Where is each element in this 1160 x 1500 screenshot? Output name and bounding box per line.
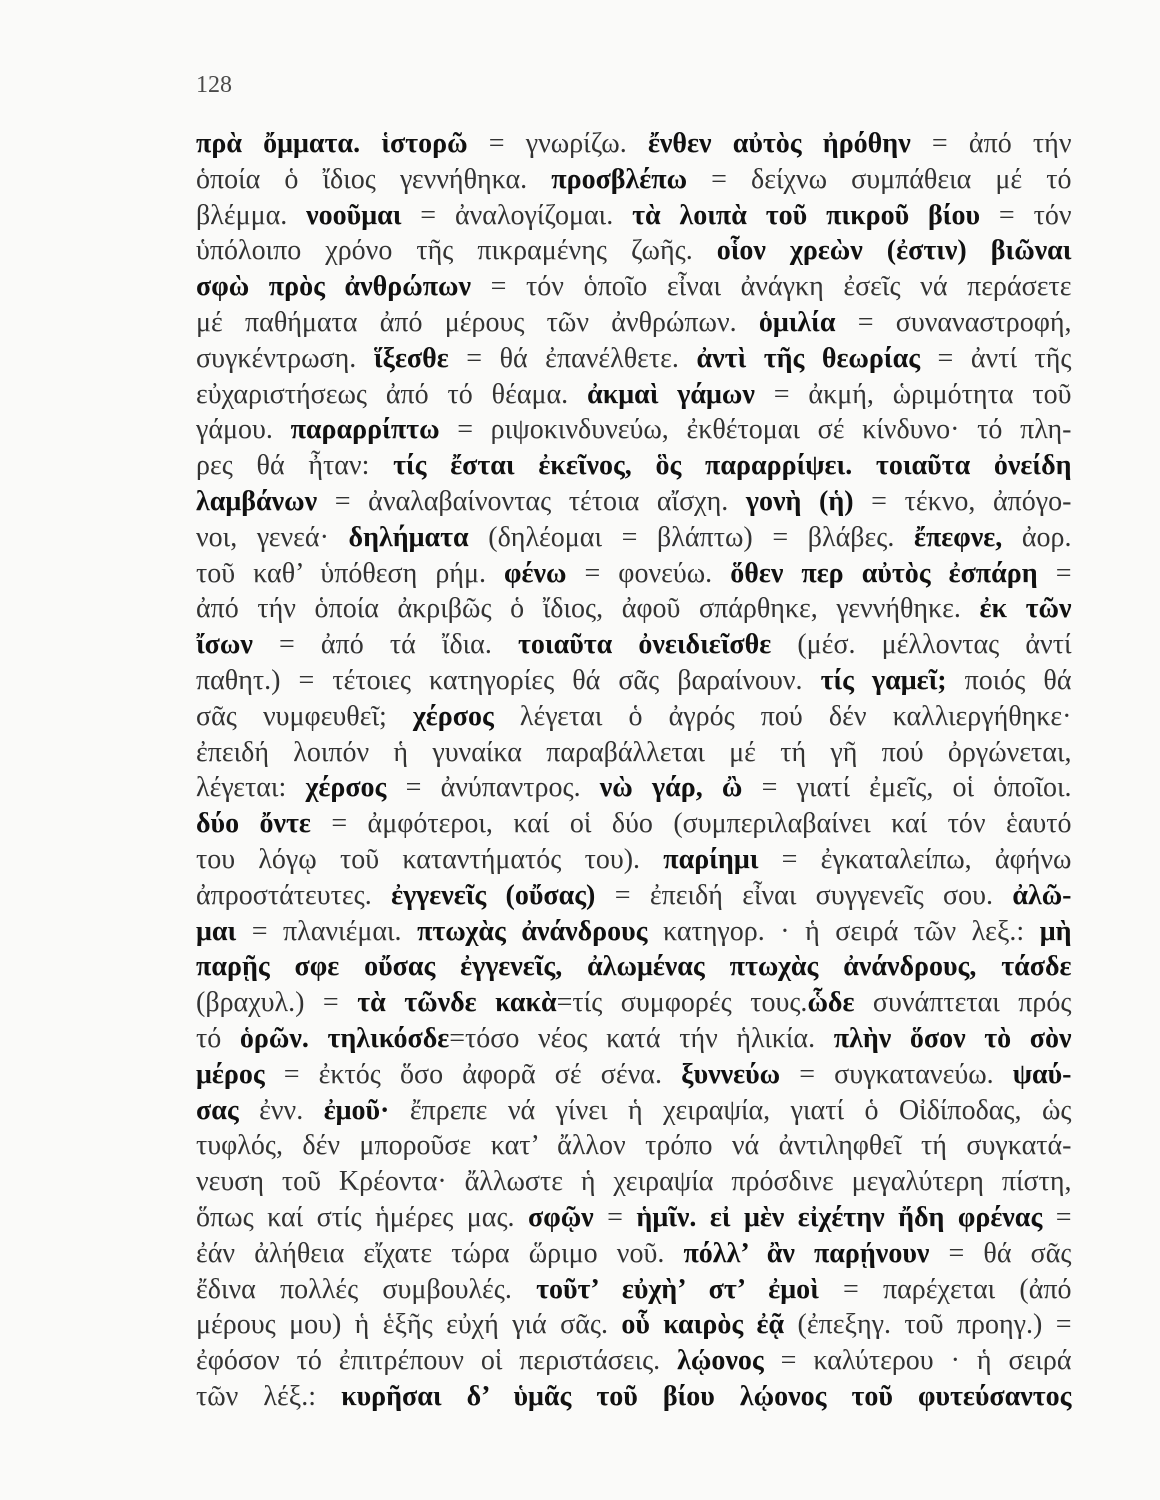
text-line <box>196 1093 1072 1129</box>
text-line-content <box>196 1128 1072 1164</box>
text-line <box>196 842 1072 878</box>
gloss-text: = ἀναλαβαίνοντας τέτοια αἴσχη. <box>317 485 746 517</box>
text-line-content <box>196 556 1072 592</box>
gloss-text: παθητ.) = τέτοιες κατηγορίες θά σᾶς βαραίνουν. <box>196 664 821 696</box>
text-line <box>196 198 1072 234</box>
text-line-content <box>196 1164 1072 1200</box>
text-line-content <box>196 1379 1072 1415</box>
gloss-text: = ἀπό τά ἴδια. <box>252 629 518 661</box>
text-line-content <box>196 377 1072 413</box>
text-line <box>196 162 1072 198</box>
gloss-text: ἔπρεπε νά γίνει ἡ χειραψία, γιατί ὁ Οἰδίποδας, ὡς <box>389 1094 1072 1126</box>
gloss-text: (δηλέομαι = βλάπτω) = βλάβες. <box>468 521 914 553</box>
gloss-text: τῶν λέξ.: <box>196 1380 342 1412</box>
gloss-text: μέρους μου) ἡ ἑξῆς εὐχή γιά σᾶς. <box>196 1309 622 1341</box>
gloss-text: (βραχυλ.) = <box>196 987 358 1019</box>
text-line-content <box>196 985 1071 1021</box>
headword: ὁμιλία <box>758 306 836 338</box>
text-line-content <box>196 1236 1072 1272</box>
text-line <box>196 806 1072 842</box>
gloss-text: = τόν <box>980 199 1072 231</box>
headword: τὰ λοιπὰ τοῦ πικροῦ βίου <box>632 199 981 231</box>
text-line <box>196 1057 1072 1093</box>
gloss-text: =τόσο νέος κατά τήν ἡλικία. <box>449 1022 834 1054</box>
text-line <box>196 1272 1072 1308</box>
headword: ἡμῖν. εἰ μὲν εἰχέτην ἤδη φρένας <box>636 1201 1043 1233</box>
commentary-text <box>196 126 1072 1415</box>
headword: ἐγγενεῖς (οὔσας) <box>391 879 596 911</box>
headword: ξυννεύω <box>681 1058 781 1090</box>
gloss-text: ἐπειδή λοιπόν ἡ γυναίκα παραβάλλεται μέ τή γῆ πού ὀργώνεται, <box>196 736 1072 768</box>
gloss-text: κατηγορ. · ἡ σειρά τῶν λεξ.: <box>647 915 1040 947</box>
text-line <box>196 663 1072 699</box>
headword: τίς ἔσται ἐκεῖνος, ὃς παραρρίψει. τοιαῦτα ὀνείδη <box>393 450 1072 482</box>
headword: μέρος <box>196 1058 265 1090</box>
headword: ἐμοῦ· <box>323 1094 390 1126</box>
text-line-content <box>196 735 1072 771</box>
gloss-text: = συναναστροφή, <box>835 306 1072 338</box>
headword: ἵξεσθε <box>373 342 449 374</box>
text-line <box>196 377 1072 413</box>
gloss-text: ἐφόσον τό ἐπιτρέπουν οἱ περιστάσεις. <box>196 1345 678 1377</box>
text-line-content <box>196 269 1072 305</box>
headword: σας <box>196 1094 239 1126</box>
text-line-content <box>196 770 1072 806</box>
gloss-text: (ἐπεξηγ. τοῦ προηγ.) = <box>784 1309 1072 1341</box>
headword: οὗ καιρὸς ἐᾷ <box>621 1309 785 1341</box>
text-line-content <box>196 1343 1072 1379</box>
page-number: 128 <box>196 72 232 98</box>
gloss-text: = θά σᾶς <box>929 1237 1072 1269</box>
gloss-text: ὁποία ὁ ἴδιος γεννήθηκα. <box>196 163 552 195</box>
headword: ὅθεν περ αὐτὸς ἐσπάρη <box>730 557 1038 589</box>
gloss-text: = ἐπειδή εἶναι συγγενεῖς σου. <box>595 879 1013 911</box>
text-line <box>196 556 1072 592</box>
text-line <box>196 985 1072 1021</box>
headword: παρῇς σφε οὔσας ἐγγενεῖς, ἀλωμένας πτωχὰς ἀνάνδρους, τάσδε <box>196 951 1072 983</box>
text-line <box>196 1307 1072 1343</box>
headword: ὁρῶν. τηλικόσδε <box>239 1022 450 1054</box>
gloss-text: μέ παθήματα ἀπό μέρους τῶν ἀνθρώπων. <box>196 306 759 338</box>
gloss-text: = <box>593 1201 637 1233</box>
text-line <box>196 1128 1072 1164</box>
text-line-content <box>196 126 1071 162</box>
gloss-text: τό <box>196 1022 240 1054</box>
headword: λῴονος <box>677 1345 764 1377</box>
gloss-text: = ἀπό τήν <box>910 128 1072 159</box>
headword: κυρῆσαι δ’ ὑμᾶς τοῦ βίου λῴονος τοῦ φυτεύσαντος <box>341 1380 1072 1412</box>
headword: πόλλ’ ἂν παρῄνουν <box>683 1237 930 1269</box>
gloss-text: = ἀναλογίζομαι. <box>401 199 633 231</box>
text-line <box>196 591 1072 627</box>
text-line <box>196 484 1072 520</box>
gloss-text: λέγεται: <box>196 772 306 804</box>
headword: μαι <box>196 915 237 947</box>
text-line <box>196 914 1072 950</box>
gloss-text: = ριψοκινδυνεύω, ἐκθέτομαι σέ κίνδυνο· τό πλη- <box>439 414 1072 446</box>
headword: σφὼ πρὸς ἀνθρώπων <box>196 271 472 303</box>
headword: πτωχὰς ἀνάνδρους <box>417 915 648 947</box>
headword: πρὰ ὄμματα. ἱστορῶ <box>196 128 468 159</box>
gloss-text: ἀορ. <box>1002 521 1072 553</box>
text-line-content <box>196 1021 1072 1057</box>
gloss-text: = δείχνω συμπάθεια μέ τό <box>687 163 1072 195</box>
text-line-content <box>196 412 1072 448</box>
gloss-text: = γνωρίζω. <box>467 128 648 159</box>
gloss-text: = γιατί ἐμεῖς, οἱ ὁποῖοι. <box>742 772 1072 804</box>
gloss-text: =τίς συμφορές τους. <box>556 987 808 1019</box>
text-line-content <box>196 949 1072 985</box>
text-line <box>196 520 1072 556</box>
headword: χέρσος <box>305 772 387 804</box>
text-line-content <box>196 162 1072 198</box>
headword: μὴ <box>1039 915 1072 947</box>
headword: ἔπεφνε, <box>913 521 1003 553</box>
gloss-text: (μέσ. μέλλοντας ἀντί <box>771 629 1072 661</box>
headword: λαμβάνων <box>196 485 318 517</box>
text-line-content <box>196 484 1072 520</box>
headword: δηλήματα <box>348 521 469 553</box>
text-line-content <box>196 878 1072 914</box>
headword: προσβλέπω <box>551 163 688 195</box>
text-line <box>196 1236 1072 1272</box>
text-line-content <box>196 520 1071 556</box>
gloss-text: νοι, γενεά· <box>196 521 349 553</box>
headword: οἷον χρεὼν (ἐστιν) βιῶναι <box>716 235 1072 267</box>
gloss-text: συνάπτεται πρός <box>854 987 1072 1019</box>
gloss-text: ρες θά ἦταν: <box>196 450 394 482</box>
text-line <box>196 1379 1072 1415</box>
text-line-content <box>196 341 1072 377</box>
gloss-text: σᾶς νυμφευθεῖ; <box>196 700 413 732</box>
headword: πλὴν ὅσον τὸ σὸν <box>833 1022 1072 1054</box>
gloss-text: ὑπόλοιπο χρόνο τῆς πικραμένης ζωῆς. <box>196 235 717 267</box>
gloss-text: εὐχαριστήσεως ἀπό τό θέαμα. <box>196 378 588 410</box>
gloss-text: = παρέχεται (ἀπό <box>818 1273 1072 1305</box>
text-line <box>196 627 1072 663</box>
gloss-text: ἀπροστάτευτες. <box>196 879 392 911</box>
headword: ἐκ τῶν <box>979 593 1072 625</box>
gloss-text: = ἀνύπαντρος. <box>386 772 600 804</box>
text-line-content <box>196 1307 1072 1343</box>
headword: ψαύ- <box>1012 1058 1072 1090</box>
gloss-text: συγκέντρωση. <box>196 342 374 374</box>
gloss-text: ἐάν ἀλήθεια εἴχατε τώρα ὥριμο νοῦ. <box>196 1237 684 1269</box>
text-line <box>196 233 1072 269</box>
text-line <box>196 699 1072 735</box>
text-line-content <box>196 1200 1072 1236</box>
text-line <box>196 770 1072 806</box>
text-line-content <box>196 627 1072 663</box>
gloss-text: = τέκνο, ἀπόγο- <box>853 485 1072 517</box>
gloss-text: = ἀκμή, ὡριμότητα τοῦ <box>754 378 1072 410</box>
text-line-content <box>196 1057 1072 1093</box>
text-line <box>196 1200 1072 1236</box>
gloss-text: = θά ἐπανέλθετε. <box>448 342 697 374</box>
gloss-text: γάμου. <box>196 414 291 446</box>
headword: τοιαῦτα ὀνειδιεῖσθε <box>517 629 772 661</box>
text-line <box>196 126 1072 162</box>
gloss-text: ἔδινα πολλές συμβουλές. <box>196 1273 537 1305</box>
headword: δύο ὄντε <box>196 808 311 840</box>
gloss-text: λέγεται ὁ ἀγρός πού δέν καλλιεργήθηκε· <box>493 700 1072 732</box>
gloss-text: = καλύτερου · ἡ σειρά <box>763 1345 1072 1377</box>
gloss-text: = συγκατανεύω. <box>780 1058 1013 1090</box>
headword: παραρρίπτω <box>290 414 440 446</box>
headword: ἀλῶ- <box>1012 879 1072 911</box>
text-line <box>196 735 1072 771</box>
gloss-text: = πλανιέμαι. <box>236 915 418 947</box>
gloss-text: τυφλός, δέν μποροῦσε κατ’ ἄλλον τρόπο νά ἀντιληφθεῖ τή συγκατά- <box>196 1130 1072 1162</box>
headword: ἴσων <box>196 629 253 661</box>
headword: σφῷν <box>528 1201 594 1233</box>
gloss-text: = φονεύω. <box>566 557 731 589</box>
text-line-content <box>196 806 1072 842</box>
headword: ἀκμαὶ γάμων <box>587 378 755 410</box>
text-line <box>196 1021 1072 1057</box>
gloss-text: ὅπως καί στίς ἡμέρες μας. <box>196 1201 529 1233</box>
headword: φένω <box>504 557 567 589</box>
text-line-content <box>196 198 1072 234</box>
headword: ἔνθεν αὐτὸς ἠρόθην <box>647 128 911 159</box>
text-line-content <box>196 663 1072 699</box>
text-line-content <box>196 305 1072 341</box>
headword: ἀντὶ τῆς θεωρίας <box>696 342 921 374</box>
text-line <box>196 448 1072 484</box>
text-line <box>196 1164 1072 1200</box>
text-line-content <box>196 591 1072 627</box>
headword: ὧδε <box>807 987 855 1019</box>
text-line-content <box>196 1093 1072 1129</box>
gloss-text: = <box>1042 1201 1072 1233</box>
gloss-text: = ἐκτός ὅσο ἀφορᾶ σέ σένα. <box>264 1058 682 1090</box>
headword: χέρσος <box>412 700 494 732</box>
text-line <box>196 1343 1072 1379</box>
headword: παρίημι <box>663 843 759 875</box>
gloss-text: ποιός θά <box>946 664 1072 696</box>
text-line <box>196 269 1072 305</box>
gloss-text: = ἀμφότεροι, καί οἱ δύο (συμπεριλαβαίνει καί τόν ἑαυτό <box>310 808 1072 840</box>
gloss-text: του λόγῳ τοῦ καταντήματός του). <box>196 843 664 875</box>
gloss-text: ἐνν. <box>238 1094 324 1126</box>
text-line <box>196 412 1072 448</box>
gloss-text: = <box>1037 557 1072 589</box>
text-line <box>196 341 1072 377</box>
text-line-content <box>196 448 1072 484</box>
headword: γονὴ (ἡ) <box>745 485 854 517</box>
text-line-content <box>196 233 1071 269</box>
headword: νοοῦμαι <box>306 199 402 231</box>
gloss-text: βλέμμα. <box>196 199 307 231</box>
gloss-text: τοῦ καθ’ ὑπόθεση ρήμ. <box>196 557 505 589</box>
text-line <box>196 878 1072 914</box>
headword: τὰ τῶνδε κακὰ <box>357 987 557 1019</box>
text-line <box>196 949 1072 985</box>
gloss-text: νευση τοῦ Κρέοντα· ἄλλωστε ἡ χειραψία πρόσδινε μεγαλύτερη πίστη, <box>196 1166 1072 1198</box>
text-line-content <box>196 699 1072 735</box>
text-line-content <box>196 1272 1072 1308</box>
headword: τίς γαμεῖ; <box>820 664 947 696</box>
gloss-text: = τόν ὁποῖο εἶναι ἀνάγκη ἐσεῖς νά περάσετε <box>471 271 1072 303</box>
gloss-text: = ἀντί τῆς <box>920 342 1072 374</box>
headword: νὼ γάρ, ὢ <box>599 772 743 804</box>
gloss-text: ἀπό τήν ὁποία ἀκριβῶς ὁ ἴδιος, ἀφοῦ σπάρθηκε, γεννήθηκε. <box>196 593 980 625</box>
text-line <box>196 305 1072 341</box>
gloss-text: = ἐγκαταλείπω, ἀφήνω <box>758 843 1072 875</box>
text-line-content <box>196 842 1072 878</box>
headword: τοῦτ’ εὐχὴ’ στ’ ἐμοὶ <box>536 1273 819 1305</box>
text-line-content <box>196 914 1072 950</box>
